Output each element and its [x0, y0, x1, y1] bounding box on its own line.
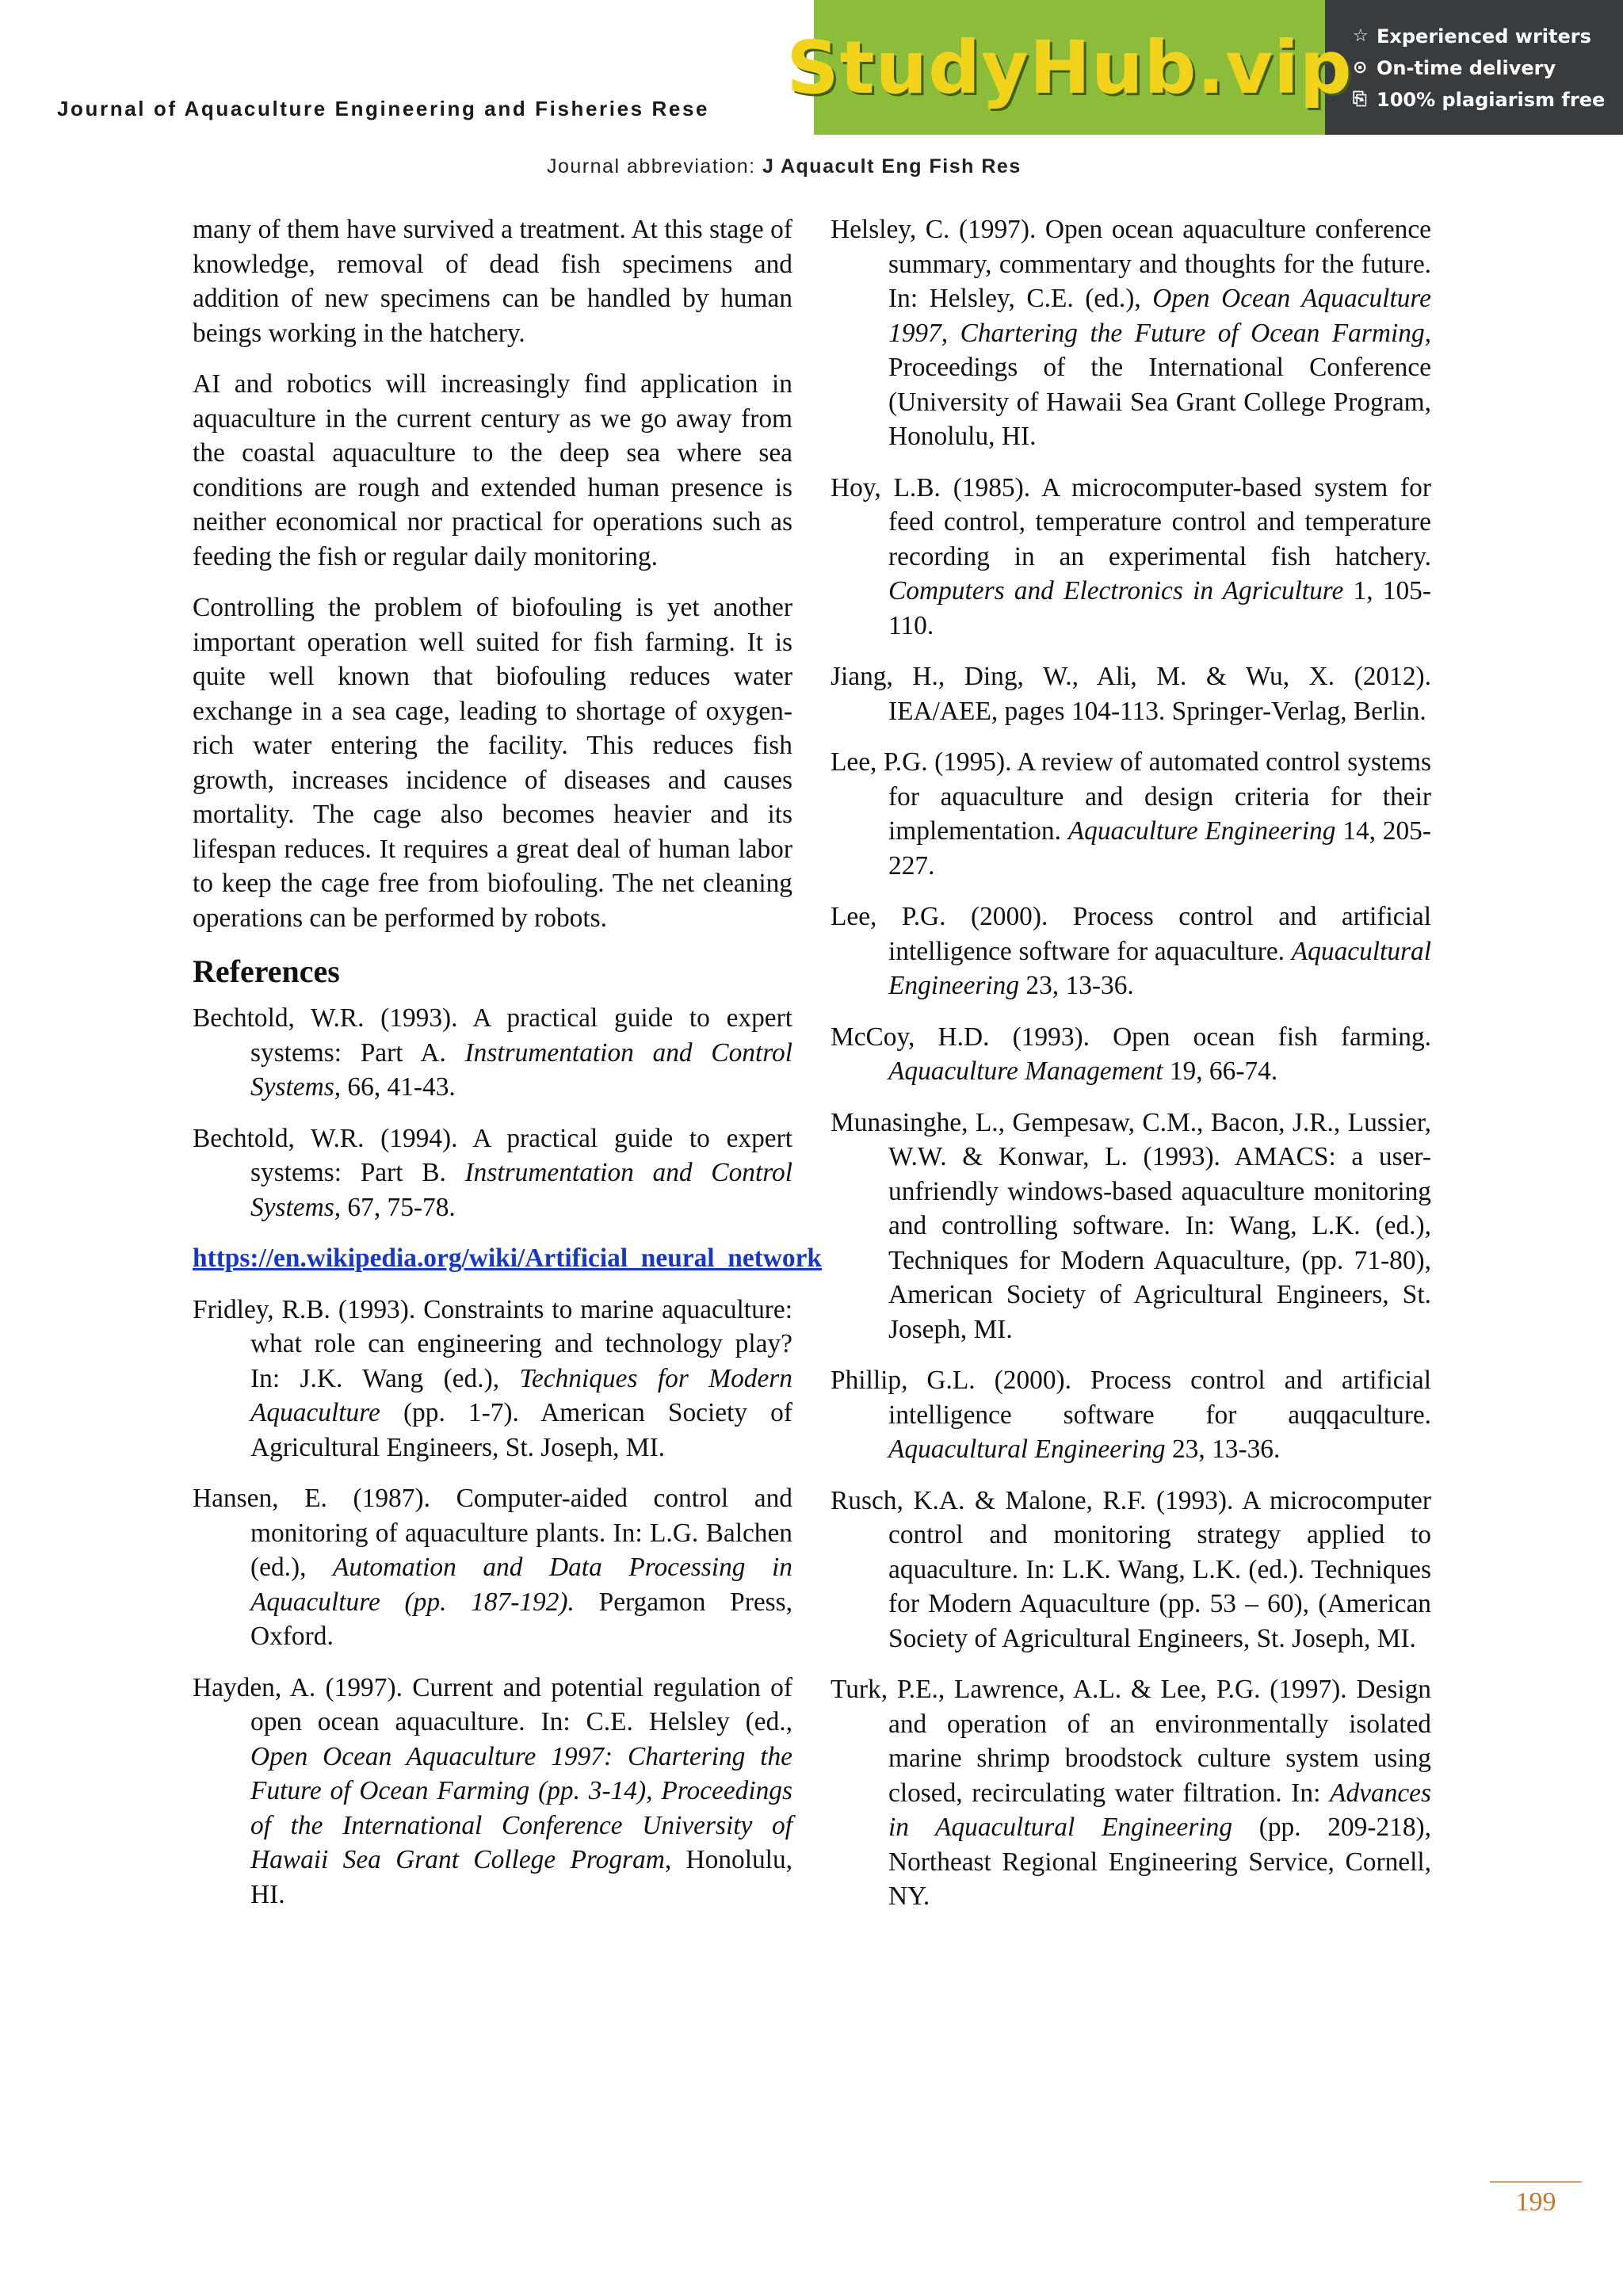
reference-entry: Rusch, K.A. & Malone, R.F. (1993). A microcomputer control and monitoring strategy applied to aquaculture. In: L.K. Wang, L.K. (ed.). Techniques for Modern Aquaculture (pp. 53 – 60), (American Society of Agricultural Engineers, St. Joseph, MI. — [831, 1485, 1431, 1653]
reference-entry: Fridley, R.B. (1993). Constraints to marine aquaculture: what role can engineering and technology play? In: J.K. Wang (ed.), Techniques for Modern Aquaculture (pp. 1-7). American Society of Agricultural Engineers, St. Joseph, MI. — [193, 1294, 792, 1462]
wikipedia-link[interactable]: https://en.wikipedia.org/wiki/Artificial_neural_network — [193, 1244, 822, 1273]
reference-entry: Hayden, A. (1997). Current and potential regulation of open ocean aquaculture. In: C.E. Helsley (ed., Open Ocean Aquaculture 1997: Chartering the Future of Ocean Farming (pp. 3-14), Proceedings of the International Conference University of Hawaii Sea Grant College Program, Honolulu, HI. — [193, 1672, 792, 1909]
abbreviation-value: J Aquacult Eng Fish Res — [762, 155, 1022, 178]
body-paragraph: AI and robotics will increasingly find application in aquaculture in the current century as we go away from the coastal aquaculture to the deep sea where sea conditions are rough and extended human presence is neither economical nor practical for operations such as feeding the fish or regular daily monitoring. — [193, 369, 792, 571]
abbreviation-label: Journal abbreviation: — [547, 155, 756, 178]
copy-icon: ⎘ — [1353, 90, 1367, 109]
studyhub-logo-text: StudyHub.vip — [786, 25, 1353, 110]
reference-entry: Helsley, C. (1997). Open ocean aquaculture conference summary, commentary and thoughts for the future. In: Helsley, C.E. (ed.), Open Ocean Aquaculture 1997, Chartering the Future of Ocean Farming, Proceedings of the International Conference (University of Hawaii Sea Grant College Program, Honolulu, HI. — [831, 215, 1431, 451]
studyhub-logo[interactable] — [786, 0, 1353, 135]
journal-abbreviation — [547, 155, 1022, 178]
banner-feature-list — [1353, 21, 1614, 116]
page-number-rule — [1490, 2181, 1582, 2183]
banner-feature-delivery — [1353, 52, 1614, 84]
banner-feature-text: On-time delivery — [1377, 57, 1556, 79]
banner-feature-text: Experienced writers — [1377, 25, 1591, 48]
reference-entry: Hoy, L.B. (1985). A microcomputer-based system for feed control, temperature control and temperature recording in an experimental fish hatchery. Computers and Electronics in Agriculture 1, 105-110. — [831, 472, 1431, 640]
banner-feature-plagiarism — [1353, 84, 1614, 116]
clock-icon: ⊙ — [1353, 58, 1368, 78]
reference-entry: Hansen, E. (1987). Computer-aided control and monitoring of aquaculture plants. In: L.G. Balchen (ed.), Automation and Data Processing in Aquaculture (pp. 187-192). Pergamon Press, Oxford. — [193, 1484, 792, 1651]
reference-entry: Bechtold, W.R. (1993). A practical guide to expert systems: Part A. Instrumentation and Control Systems, 66, 41-43. — [193, 1003, 792, 1102]
reference-entry: Lee, P.G. (1995). A review of automated control systems for aquaculture and design criteria for their implementation. Aquaculture Engineering 14, 205-227. — [831, 747, 1431, 881]
reference-entry: Lee, P.G. (2000). Process control and artificial intelligence software for aquaculture. Aquacultural Engineering 23, 13-36. — [831, 902, 1431, 1000]
reference-entry: Phillip, G.L. (2000). Process control and artificial intelligence software for auqqaculture. Aquacultural Engineering 23, 13-36. — [831, 1366, 1431, 1464]
studyhub-banner[interactable] — [786, 0, 1623, 135]
star-icon: ☆ — [1353, 26, 1369, 46]
reference-link[interactable] — [193, 1241, 822, 1276]
body-paragraph: Controlling the problem of biofouling is yet another important operation well suited for fish farming. It is quite well known that biofouling reduces water exchange in a sea cage, leading to shortage of oxygen-rich water entering the facility. This reduces fish growth, increases incidence of diseases and causes mortality. The cage also becomes heavier and its lifespan reduces. It requires a great deal of human labor to keep the cage free from biofouling. The net cleaning operations can be performed by robots. — [193, 593, 792, 933]
banner-feature-writers — [1353, 21, 1614, 52]
right-column — [831, 212, 1431, 1931]
body-paragraph: many of them have survived a treatment. At this stage of knowledge, removal of dead fish specimens and addition of new specimens can be handled by human beings working in the hatchery. — [193, 215, 792, 348]
banner-feature-text: 100% plagiarism free — [1377, 89, 1606, 111]
reference-entry: McCoy, H.D. (1993). Open ocean fish farming. Aquaculture Management 19, 66-74. — [831, 1022, 1431, 1086]
page-number: 199 — [1515, 2187, 1556, 2217]
reference-entry: Turk, P.E., Lawrence, A.L. & Lee, P.G. (1997). Design and operation of an environmentally isolated marine shrimp broodstock culture system using closed, recirculating water filtration. In: Advances in Aquacultural Engineering (pp. 209-218), Northeast Regional Engineering Service, Cornell, NY. — [831, 1675, 1431, 1911]
left-column — [193, 212, 822, 1928]
reference-entry: Munasinghe, L., Gempesaw, C.M., Bacon, J.R., Lussier, W.W. & Konwar, L. (1993). AMACS: a user-unfriendly windows-based aquaculture monitoring and controlling software. In: Wang, L.K. (ed.), Techniques for Modern Aquaculture, (pp. 71-80), American Society of Agricultural Engineers, St. Joseph, MI. — [831, 1107, 1431, 1344]
reference-entry: Jiang, H., Ding, W., Ali, M. & Wu, X. (2012). IEA/AEE, pages 104-113. Springer-Verlag, Berlin. — [831, 662, 1431, 726]
reference-entry: Bechtold, W.R. (1994). A practical guide to expert systems: Part B. Instrumentation and Control Systems, 67, 75-78. — [193, 1123, 792, 1222]
references-heading: References — [193, 953, 340, 989]
journal-title: Journal of Aquaculture Engineering and Fisheries Rese — [57, 97, 710, 120]
